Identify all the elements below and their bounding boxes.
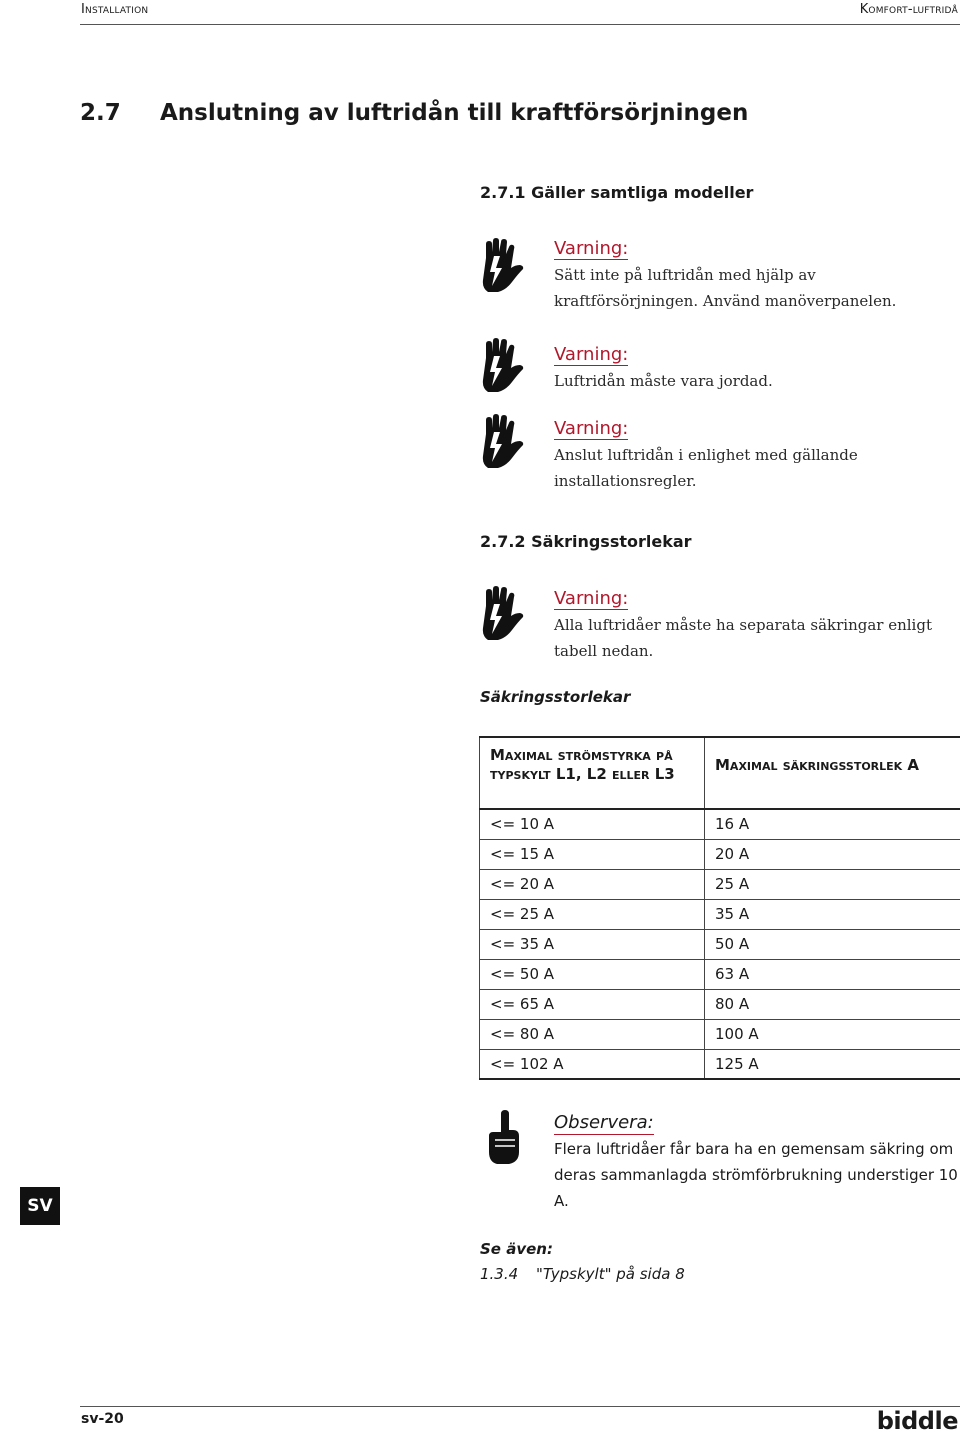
column-header-max-current: Maximal strömstyrka på typskylt L1, L2 eller L3	[480, 737, 705, 809]
electric-hazard-hand-icon	[478, 414, 530, 472]
warning-text: Luftridån måste vara jordad.	[554, 372, 773, 390]
subsection-title-general: 2.7.1 Gäller samtliga modeller	[480, 183, 754, 202]
section-heading	[80, 100, 748, 126]
cell-current: <= 15 A	[480, 839, 705, 869]
electric-hazard-hand-icon	[478, 586, 530, 644]
electric-hazard-hand-icon	[478, 238, 530, 296]
language-tab: SV	[20, 1187, 60, 1225]
cell-current: <= 50 A	[480, 959, 705, 989]
table-row	[480, 929, 960, 959]
header-section: Installation	[81, 2, 149, 17]
cell-current: <= 102 A	[480, 1049, 705, 1079]
table-row	[480, 809, 960, 839]
warning-text: Anslut luftridån i enlighet med gällande installationsregler.	[554, 446, 858, 490]
warning-block	[554, 586, 954, 664]
see-also-ref-text: "Typskylt" på sida 8	[536, 1265, 685, 1283]
see-also-label: Se även:	[480, 1240, 553, 1258]
cell-fuse: 50 A	[705, 929, 960, 959]
note-block	[554, 1110, 958, 1214]
section-title: Anslutning av luftridån till kraftförsörjningen	[160, 100, 749, 126]
table-caption: Säkringsstorlekar	[480, 688, 631, 706]
warning-text: Alla luftridåer måste ha separata säkringar enligt tabell nedan.	[554, 616, 932, 660]
cell-current: <= 20 A	[480, 869, 705, 899]
electric-hazard-hand-icon	[478, 338, 530, 396]
cell-fuse: 80 A	[705, 989, 960, 1019]
cell-current: <= 65 A	[480, 989, 705, 1019]
table-row	[480, 839, 960, 869]
warning-label: Varning:	[554, 588, 629, 609]
table-row	[480, 1049, 960, 1079]
cell-current: <= 10 A	[480, 809, 705, 839]
cell-fuse: 63 A	[705, 959, 960, 989]
cell-fuse: 25 A	[705, 869, 960, 899]
cell-current: <= 80 A	[480, 1019, 705, 1049]
warning-block	[554, 236, 954, 314]
warning-text: Sätt inte på luftridån med hjälp av kraftförsörjningen. Använd manöverpanelen.	[554, 266, 897, 310]
warning-label: Varning:	[554, 238, 629, 259]
see-also-ref-number: 1.3.4	[480, 1265, 519, 1283]
warning-label: Varning:	[554, 344, 629, 365]
page-number: sv-20	[81, 1411, 124, 1427]
note-text: Flera luftridåer får bara ha en gemensam säkring om deras sammanlagda strömförbrukning understiger 10 A.	[554, 1140, 958, 1210]
warning-label: Varning:	[554, 418, 629, 439]
section-number: 2.7	[80, 100, 121, 126]
header-divider	[80, 24, 960, 25]
footer-divider	[80, 1406, 960, 1407]
table-header-row	[480, 737, 960, 809]
cell-fuse: 35 A	[705, 899, 960, 929]
warning-block	[554, 342, 954, 394]
table-row	[480, 959, 960, 989]
pointing-hand-icon	[485, 1108, 525, 1166]
table-row	[480, 989, 960, 1019]
see-also-link[interactable]	[480, 1265, 685, 1283]
table-row	[480, 869, 960, 899]
table-row	[480, 899, 960, 929]
cell-fuse: 16 A	[705, 809, 960, 839]
subsection-title-fuses: 2.7.2 Säkringsstorlekar	[480, 532, 692, 551]
cell-fuse: 125 A	[705, 1049, 960, 1079]
note-label: Observera:	[554, 1112, 654, 1133]
cell-current: <= 25 A	[480, 899, 705, 929]
brand-logo: biddle	[876, 1407, 958, 1433]
cell-fuse: 20 A	[705, 839, 960, 869]
cell-fuse: 100 A	[705, 1019, 960, 1049]
warning-block	[554, 416, 954, 494]
table-row	[480, 1019, 960, 1049]
column-header-max-fuse: Maximal säkringsstorlek A	[705, 737, 960, 809]
cell-current: <= 35 A	[480, 929, 705, 959]
header-product: Komfort-luftridå	[859, 2, 958, 17]
fuse-size-table	[479, 736, 960, 1080]
